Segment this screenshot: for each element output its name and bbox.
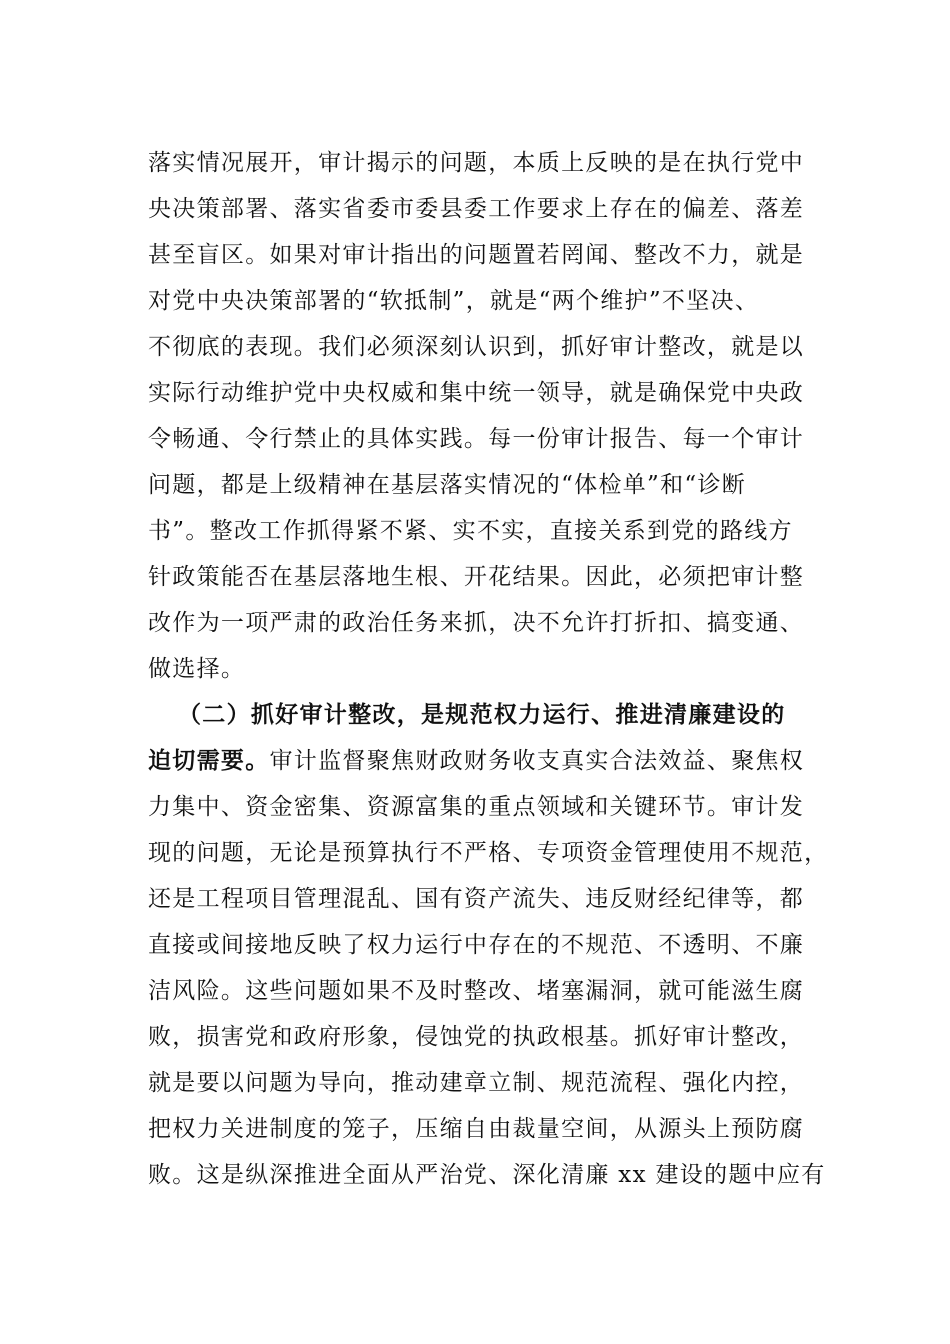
text-line: 败。这是纵深推进全面从严治党、深化清廉 xx 建设的题中应有 xyxy=(148,1162,826,1188)
section-text: 审计监督聚焦财政财务收支真实合法效益、聚焦权 xyxy=(269,748,805,774)
text-line: 把权力关进制度的笼子，压缩自由裁量空间，从源头上预防腐 xyxy=(148,1116,805,1142)
text-line: 就是要以问题为导向，推动建章立制、规范流程、强化内控， xyxy=(148,1070,805,1096)
text-line: 问题，都是上级精神在基层落实情况的“体检单”和“诊断 xyxy=(148,472,747,498)
text-line: 书”。整改工作抓得紧不紧、实不实，直接关系到党的路线方 xyxy=(148,518,793,544)
section-heading: （二）抓好审计整改，是规范权力运行、推进清廉建设的 xyxy=(178,701,786,728)
body-text xyxy=(148,140,828,1198)
text-line: 落实情况展开，审计揭示的问题，本质上反映的是在执行党中 xyxy=(148,150,805,176)
text-line: 现的问题，无论是预算执行不严格、专项资金管理使用不规范， xyxy=(148,840,828,866)
text-line: 直接或间接地反映了权力运行中存在的不规范、不透明、不廉 xyxy=(148,932,805,958)
text-line: 对党中央决策部署的“软抵制”，就是“两个维护”不坚决、 xyxy=(148,288,760,314)
text-line: 针政策能否在基层落地生根、开花结果。因此，必须把审计整 xyxy=(148,564,805,590)
text-line: 改作为一项严肃的政治任务来抓，决不允许打折扣、搞变通、 xyxy=(148,610,805,636)
text-line: 还是工程项目管理混乱、国有资产流失、违反财经纪律等，都 xyxy=(148,886,805,912)
text-line xyxy=(148,738,828,784)
text-line: 败，损害党和政府形象，侵蚀党的执政根基。抓好审计整改， xyxy=(148,1024,805,1050)
text-line: 做选择。 xyxy=(148,656,246,682)
text-line: 甚至盲区。如果对审计指出的问题置若罔闻、整改不力，就是 xyxy=(148,242,805,268)
text-line: 力集中、资金密集、资源富集的重点领域和关键环节。审计发 xyxy=(148,794,805,820)
text-line: 洁风险。这些问题如果不及时整改、堵塞漏洞，就可能滋生腐 xyxy=(148,978,805,1004)
text-line: 不彻底的表现。我们必须深刻认识到，抓好审计整改，就是以 xyxy=(148,334,805,360)
text-line: 令畅通、令行禁止的具体实践。每一份审计报告、每一个审计 xyxy=(148,426,805,452)
section-heading-end: 迫切需要。 xyxy=(148,747,270,774)
text-line: 实际行动维护党中央权威和集中统一领导，就是确保党中央政 xyxy=(148,380,805,406)
text-line: 央决策部署、落实省委市委县委工作要求上存在的偏差、落差 xyxy=(148,196,805,222)
